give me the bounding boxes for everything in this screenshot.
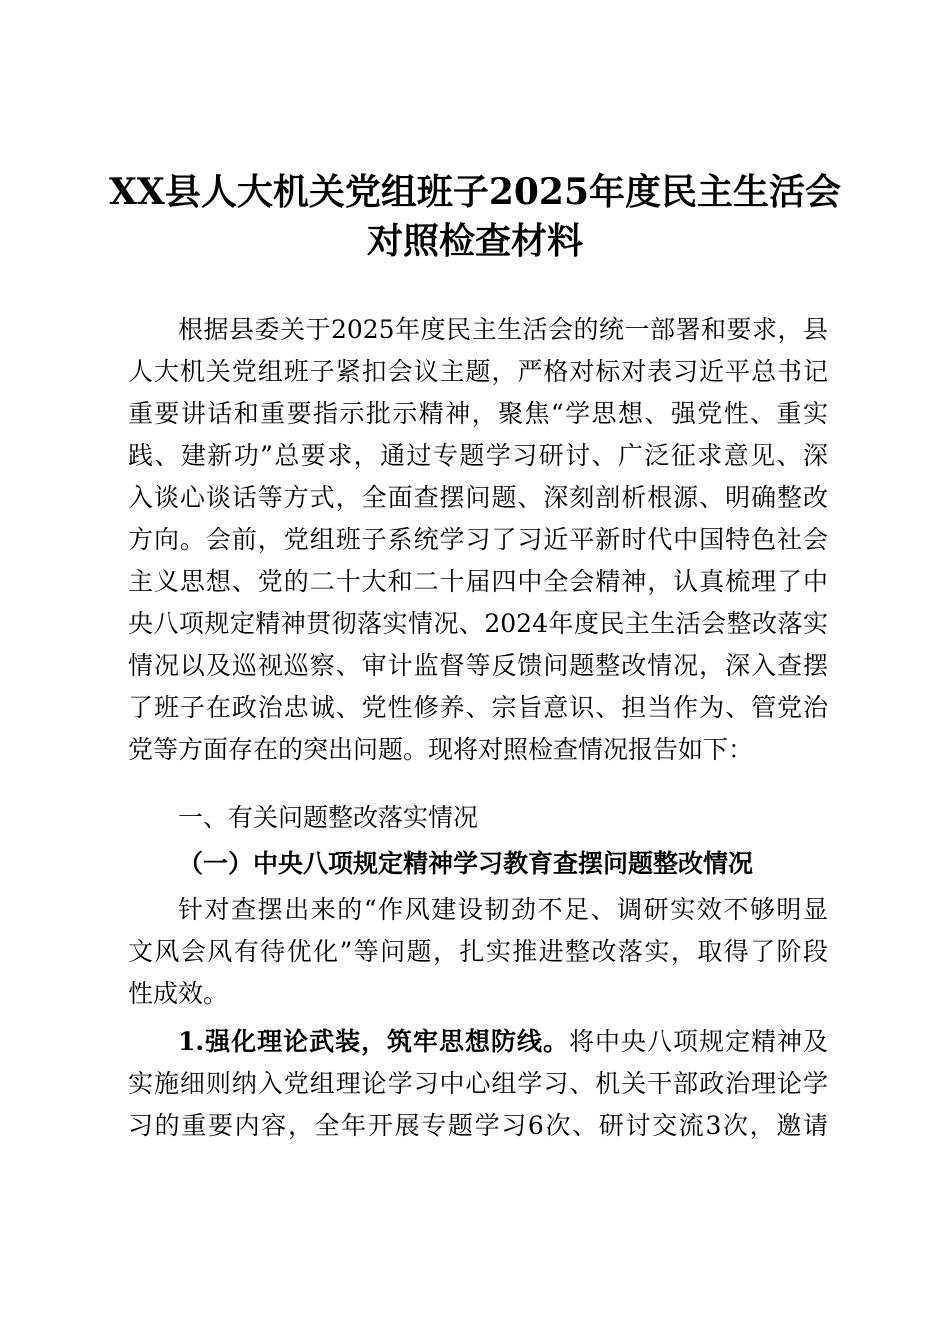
intro-line: 人大机关党组班子紧扣会议主题，严格对标对表习近平总书记 xyxy=(128,357,828,386)
paragraph-line: 性成效。 xyxy=(128,979,229,1008)
intro-line: 重要讲话和重要指示批示精神，聚焦“学思想、强党性、重实 xyxy=(128,399,828,428)
section-heading: 一、有关问题整改落实情况 xyxy=(178,803,479,832)
item-1-line: 习的重要内容，全年开展专题学习6次、研讨交流3次，邀请 xyxy=(128,1111,828,1140)
intro-line: 践、建新功”总要求，通过专题学习研讨、广泛征求意见、深 xyxy=(128,441,828,470)
item-1-bold-lead: 1.强化理论武装，筑牢思想防线。 xyxy=(178,1027,570,1056)
intro-line: 了班子在政治忠诚、党性修养、宗旨意识、担当作为、管党治 xyxy=(128,693,828,722)
intro-line: 根据县委关于2025年度民主生活会的统一部署和要求，县 xyxy=(178,315,828,344)
item-1-first-line xyxy=(178,1024,828,1060)
intro-line: 方向。会前，党组班子系统学习了习近平新时代中国特色社会 xyxy=(128,525,828,554)
intro-line: 情况以及巡视巡察、审计监督等反馈问题整改情况，深入查摆 xyxy=(128,651,828,680)
document-title-line-1: XX县人大机关党组班子2025年度民主生活会 xyxy=(108,171,842,213)
intro-line: 入谈心谈话等方式，全面查摆问题、深刻剖析根源、明确整改 xyxy=(128,483,828,512)
intro-line: 党等方面存在的突出问题。现将对照检查情况报告如下： xyxy=(128,735,754,764)
document-title-line-2: 对照检查材料 xyxy=(366,220,583,262)
paragraph-line: 文风会风有待优化”等问题，扎实推进整改落实，取得了阶段 xyxy=(128,937,828,966)
item-1-line: 实施细则纳入党组理论学习中心组学习、机关干部政治理论学 xyxy=(128,1069,828,1098)
paragraph-line: 针对查摆出来的“作风建设韧劲不足、调研实效不够明显 xyxy=(178,895,828,924)
subsection-heading: （一）中央八项规定精神学习教育查摆问题整改情况 xyxy=(178,849,754,878)
intro-line: 央八项规定精神贯彻落实情况、2024年度民主生活会整改落实 xyxy=(128,609,828,638)
intro-line: 主义思想、党的二十大和二十届四中全会精神，认真梳理了中 xyxy=(128,567,828,596)
item-1-text: 将中央八项规定精神及 xyxy=(569,1027,828,1056)
